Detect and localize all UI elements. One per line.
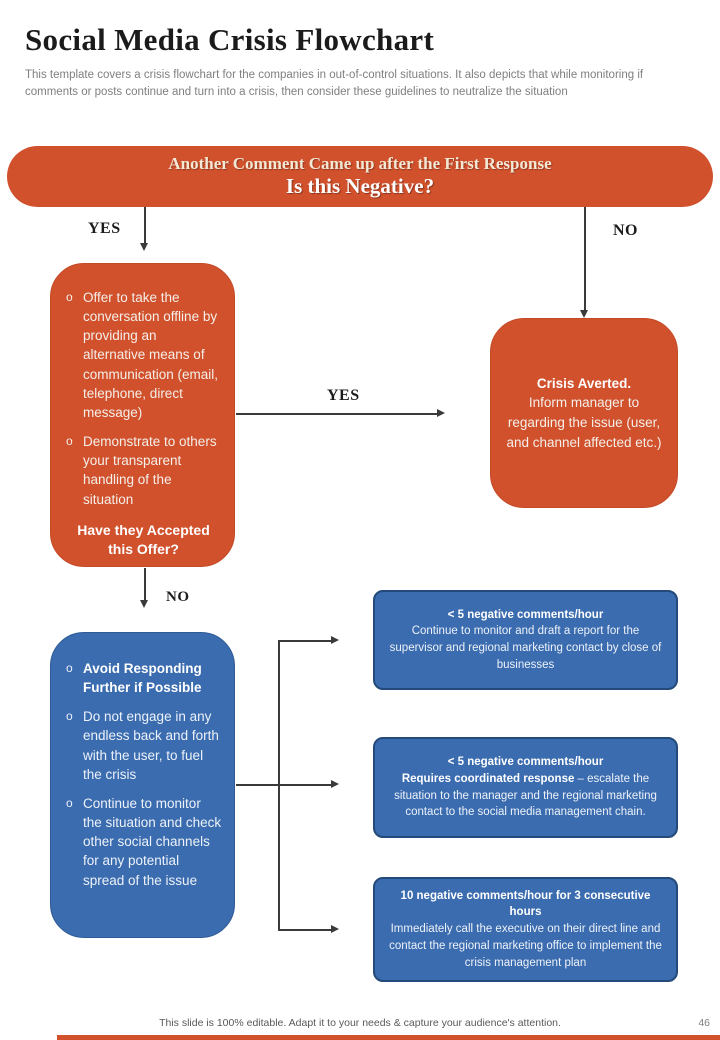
banner-line1: Another Comment Came up after the First Response	[168, 154, 552, 173]
bullet-icon: o	[66, 709, 73, 724]
bottom-accent-bar	[57, 1035, 720, 1040]
avoid-bullet-1: Avoid Responding Further if Possible	[83, 661, 202, 696]
connector-stem-line	[236, 784, 279, 786]
escalation-box-2	[373, 737, 678, 838]
arrowhead-right-icon	[331, 925, 339, 933]
arrowhead-right-icon	[331, 636, 339, 644]
page-number: 46	[698, 1017, 710, 1029]
page-title: Social Media Crisis Flowchart	[25, 22, 435, 57]
list-item	[66, 432, 221, 509]
escalation-1-body	[389, 623, 662, 673]
list-item	[66, 288, 221, 422]
avoid-bullet-3: Continue to monitor the situation and check other social channels for any potential spread of the issue	[83, 795, 222, 888]
escalation-3-body-text: Immediately call the executive on their direct line and contact the regional marketing office to implement the crisis management plan	[389, 923, 662, 969]
avoid-bullet-2: Do not engage in any endless back and forth with the user, to fuel the crisis	[83, 709, 219, 782]
crisis-averted-body: Inform manager to regarding the issue (user, and channel affected etc.)	[506, 395, 662, 450]
arrowhead-down-icon	[140, 243, 148, 251]
connector-yes-top-line	[144, 207, 146, 243]
connector-arm3-line	[278, 929, 331, 931]
connector-arm1-line	[278, 640, 331, 642]
escalation-3-body	[389, 921, 662, 971]
offer-bullet-2: Demonstrate to others your transparent handling of the situation	[83, 434, 217, 507]
list-item	[66, 794, 223, 890]
bullet-icon: o	[66, 661, 73, 675]
offer-bullet-1: Offer to take the conversation offline by providing an alternative means of communication (email, telephone, direct message)	[83, 290, 219, 420]
escalation-2-body	[389, 771, 662, 821]
crisis-averted-box	[490, 318, 678, 508]
escalation-box-1	[373, 590, 678, 690]
arrowhead-right-icon	[331, 780, 339, 788]
offer-box	[50, 263, 235, 567]
decision-banner	[7, 146, 713, 207]
page-subtitle: This template covers a crisis flowchart for the companies in out-of-control situations. It also depicts that while monitoring if comments or posts continue and turn into a crisis, then consider these guidelines to neutralize the situation	[25, 69, 644, 99]
escalation-box-3	[373, 877, 678, 982]
footer-note: This slide is 100% editable. Adapt it to your needs & capture your audience's attention.	[159, 1017, 561, 1029]
escalation-2-title: < 5 negative comments/hour	[447, 756, 604, 769]
arrowhead-down-icon	[580, 310, 588, 318]
label-no-mid: NO	[166, 589, 190, 605]
crisis-averted-title: Crisis Averted.	[536, 375, 632, 391]
list-item	[66, 659, 223, 697]
bullet-icon: o	[66, 434, 73, 449]
escalation-2-body-text: – escalate the situation to the manager and the regional marketing contact to the social media management chain.	[394, 772, 657, 819]
label-no-top: NO	[613, 222, 638, 239]
avoid-box	[50, 632, 235, 938]
connector-no-top-line	[584, 207, 586, 310]
label-yes-mid: YES	[327, 387, 360, 404]
connector-yes-mid-line	[236, 413, 437, 415]
bullet-icon: o	[66, 795, 73, 810]
arrowhead-down-icon	[140, 600, 148, 608]
escalation-1-title: < 5 negative comments/hour	[447, 608, 604, 621]
escalation-1-body-text: Continue to monitor and draft a report for the supervisor and regional marketing contact by close of businesses	[389, 625, 662, 671]
offer-question: Have they Accepted this Offer?	[77, 521, 210, 557]
label-yes-top: YES	[88, 220, 121, 237]
arrowhead-right-icon	[437, 409, 445, 417]
escalation-2-body-bold: Requires coordinated response	[401, 772, 575, 785]
bullet-icon: o	[66, 290, 73, 304]
connector-no-mid-line	[144, 568, 146, 600]
escalation-3-title: 10 negative comments/hour for 3 consecutive hours	[400, 889, 651, 919]
connector-arm2-line	[278, 784, 331, 786]
list-item	[66, 707, 223, 784]
banner-line2: Is this Negative?	[285, 174, 435, 198]
